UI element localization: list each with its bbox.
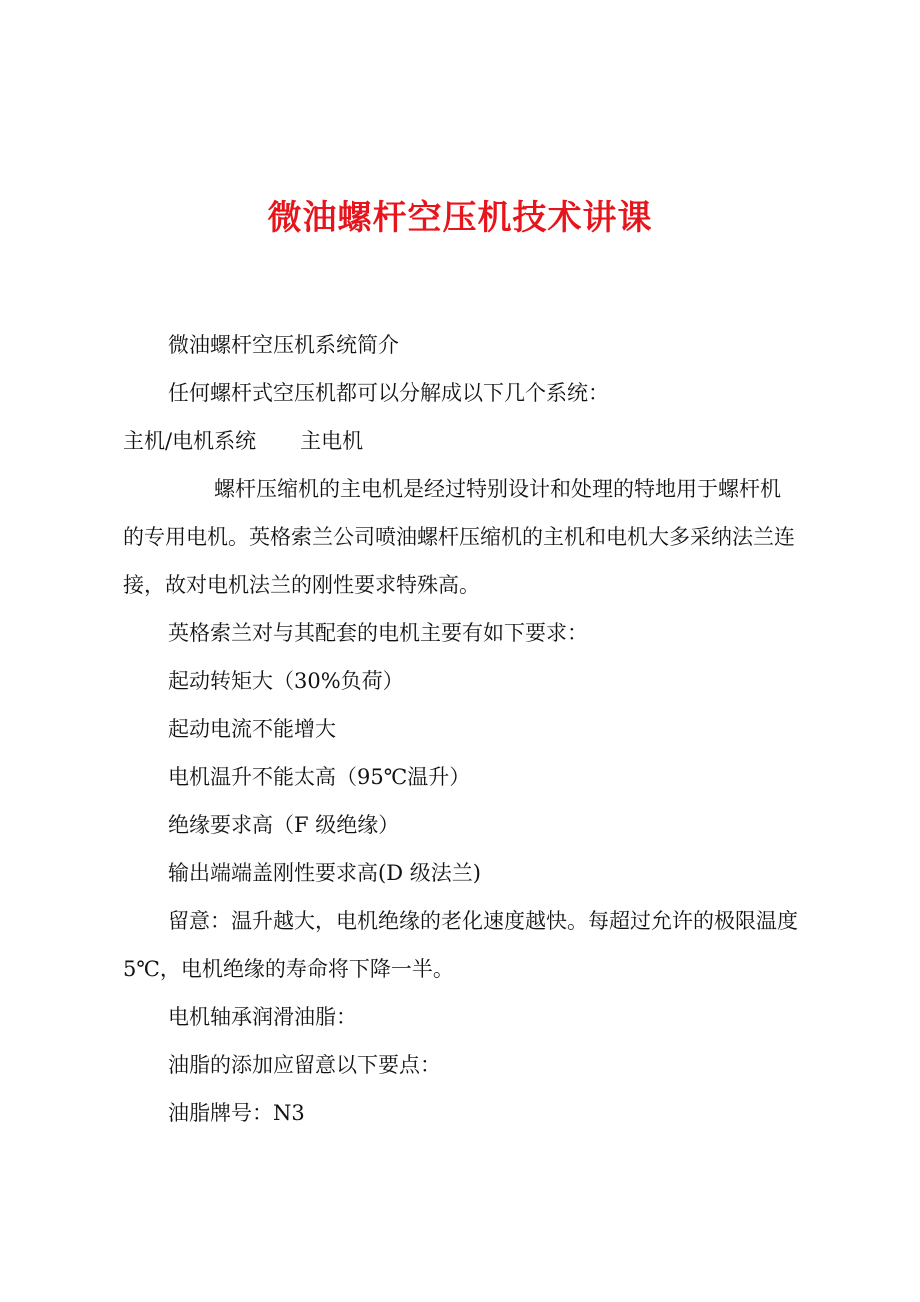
paragraph-main-motor-line-1: 螺杆压缩机的主电机是经过特别设计和处理的特地用于螺杆机 [214, 477, 781, 501]
paragraph-note-line-2: 5℃，电机绝缘的寿命将下降一半。 [123, 957, 454, 981]
paragraph-systems-list-intro: 任何螺杆式空压机都可以分解成以下几个系统： [168, 381, 609, 405]
paragraph-bearing-grease: 电机轴承润滑油脂： [168, 1005, 357, 1029]
requirement-starting-torque: 起动转矩大（30%负荷） [168, 669, 404, 693]
requirement-temperature-rise: 电机温升不能太高（95℃温升） [168, 765, 471, 789]
requirement-insulation: 绝缘要求高（F 级绝缘） [168, 813, 400, 837]
paragraph-main-motor-line-2: 的专用电机。英格索兰公司喷油螺杆压缩机的主机和电机大多采纳法兰连 [123, 525, 795, 549]
document-title: 微油螺杆空压机技术讲课 [267, 198, 653, 238]
paragraph-main-motor-line-3: 接，故对电机法兰的刚性要求特殊高。 [123, 573, 480, 597]
paragraph-note-line-1: 留意：温升越大，电机绝缘的老化速度越快。每超过允许的极限温度 [168, 909, 798, 933]
paragraph-system-intro: 微油螺杆空压机系统简介 [168, 333, 399, 357]
section-label-host-motor: 主机/电机系统 [123, 429, 257, 453]
paragraph-section-heading [123, 427, 363, 455]
requirement-starting-current: 起动电流不能增大 [168, 717, 336, 741]
paragraph-motor-requirements-intro: 英格索兰对与其配套的电机主要有如下要求： [168, 621, 588, 645]
paragraph-grease-grade: 油脂牌号：N3 [168, 1101, 305, 1125]
paragraph-grease-points: 油脂的添加应留意以下要点： [168, 1053, 441, 1077]
requirement-end-cover-rigidity: 输出端端盖刚性要求高(D 级法兰) [168, 861, 481, 885]
section-label-main-motor: 主电机 [300, 429, 364, 453]
